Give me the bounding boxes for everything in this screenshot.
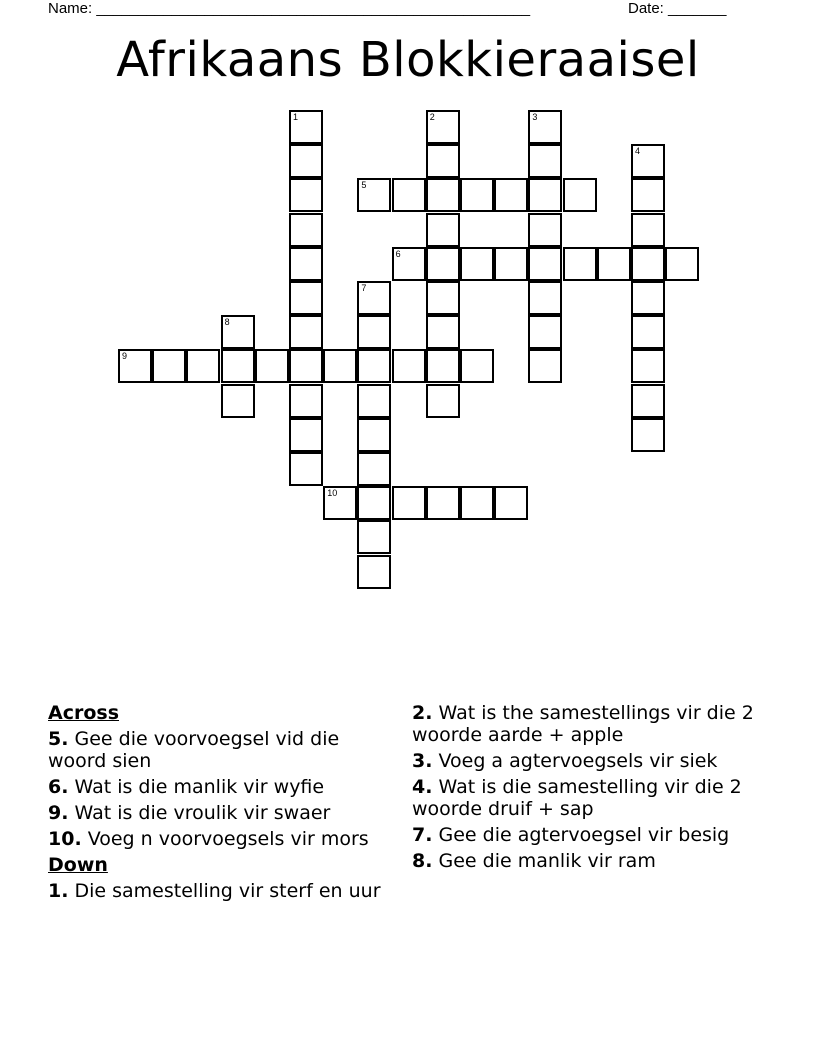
grid-cell[interactable] — [357, 349, 391, 383]
grid-cell[interactable] — [426, 178, 460, 212]
clue-text: Wat is die vroulik vir swaer — [68, 802, 331, 824]
cell-number: 9 — [122, 351, 128, 362]
grid-cell[interactable] — [426, 315, 460, 349]
grid-cell[interactable] — [357, 555, 391, 589]
grid-cell[interactable] — [426, 384, 460, 418]
grid-cell[interactable] — [289, 178, 323, 212]
grid-cell[interactable] — [221, 384, 255, 418]
cell-number: 6 — [395, 248, 401, 259]
grid-cell[interactable] — [357, 384, 391, 418]
grid-cell[interactable] — [392, 178, 426, 212]
grid-cell[interactable] — [426, 349, 460, 383]
clue-item — [412, 702, 762, 746]
grid-cell[interactable] — [289, 349, 323, 383]
across-heading: Across — [48, 702, 120, 724]
grid-cell[interactable] — [357, 486, 391, 520]
date-field-line[interactable]: Date: _______ — [628, 0, 727, 17]
name-field-line[interactable]: Name: ____________________________________________________ — [48, 0, 531, 17]
grid-cell[interactable] — [528, 110, 562, 144]
grid-cell[interactable] — [426, 486, 460, 520]
cell-number: 8 — [224, 317, 230, 328]
grid-cell[interactable] — [221, 349, 255, 383]
clue-item — [412, 850, 762, 872]
grid-cell[interactable] — [460, 247, 494, 281]
clue-number: 1. — [48, 880, 69, 902]
grid-cell[interactable] — [631, 178, 665, 212]
clue-number: 4. — [412, 776, 433, 798]
grid-cell[interactable] — [255, 349, 289, 383]
clue-number: 10. — [48, 828, 82, 850]
grid-cell[interactable] — [460, 486, 494, 520]
grid-cell[interactable] — [597, 247, 631, 281]
grid-cell[interactable] — [494, 486, 528, 520]
down-heading: Down — [48, 854, 108, 876]
across-clue-list — [48, 728, 400, 850]
grid-cell[interactable] — [631, 384, 665, 418]
cell-number: 4 — [635, 146, 641, 157]
grid-cell[interactable] — [289, 144, 323, 178]
grid-cell[interactable] — [392, 247, 426, 281]
grid-cell[interactable] — [357, 178, 391, 212]
clue-text: Voeg n voorvoegsels vir mors — [81, 828, 369, 850]
cell-number: 3 — [532, 112, 538, 122]
clue-number: 6. — [48, 776, 69, 798]
cell-number: 10 — [327, 488, 338, 499]
grid-cell[interactable] — [563, 247, 597, 281]
clue-text: Gee die agtervoegsel vir besig — [432, 824, 730, 846]
clue-number: 3. — [412, 750, 433, 772]
clue-number: 7. — [412, 824, 433, 846]
grid-cell[interactable] — [665, 247, 699, 281]
grid-cell[interactable] — [494, 178, 528, 212]
grid-cell[interactable] — [528, 247, 562, 281]
grid-cell[interactable] — [289, 418, 323, 452]
clue-number: 9. — [48, 802, 69, 824]
grid-cell[interactable] — [221, 315, 255, 349]
grid-cell[interactable] — [528, 315, 562, 349]
grid-cell[interactable] — [392, 349, 426, 383]
cell-number: 5 — [361, 180, 367, 191]
clue-text: Wat is die samestelling vir die 2 woorde druif + sap — [412, 776, 742, 820]
clue-text: Gee die manlik vir ram — [432, 850, 656, 872]
grid-cell[interactable] — [460, 349, 494, 383]
clue-number: 5. — [48, 728, 69, 750]
clues-column-left — [48, 702, 400, 906]
grid-cell[interactable] — [563, 178, 597, 212]
clue-number: 2. — [412, 702, 433, 724]
grid-cell[interactable] — [426, 213, 460, 247]
grid-cell[interactable] — [357, 418, 391, 452]
grid-cell[interactable] — [289, 281, 323, 315]
grid-cell[interactable] — [631, 315, 665, 349]
clue-item — [412, 824, 762, 846]
clue-item — [412, 776, 762, 820]
down-clue-list — [48, 880, 400, 902]
grid-cell[interactable] — [426, 247, 460, 281]
cell-number: 2 — [429, 112, 435, 122]
clue-text: Die samestelling vir sterf en uur — [68, 880, 381, 902]
grid-cell[interactable] — [528, 144, 562, 178]
cell-number: 1 — [293, 112, 299, 122]
grid-cell[interactable] — [289, 247, 323, 281]
grid-cell[interactable] — [118, 349, 152, 383]
grid-cell[interactable] — [289, 384, 323, 418]
clue-text: Wat is the samestellings vir die 2 woorde aarde + apple — [412, 702, 754, 746]
grid-cell[interactable] — [528, 213, 562, 247]
clue-text: Voeg a agtervoegsels vir siek — [432, 750, 718, 772]
clue-item — [48, 802, 400, 824]
grid-cell[interactable] — [289, 315, 323, 349]
grid-cell[interactable] — [357, 520, 391, 554]
grid-cell[interactable] — [426, 281, 460, 315]
grid-cell[interactable] — [426, 110, 460, 144]
grid-cell[interactable] — [528, 178, 562, 212]
grid-cell[interactable] — [426, 144, 460, 178]
grid-cell[interactable] — [323, 349, 357, 383]
clue-text: Wat is die manlik vir wyfie — [68, 776, 325, 798]
cell-number: 7 — [361, 283, 367, 293]
clue-number: 8. — [412, 850, 433, 872]
grid-cell[interactable] — [631, 418, 665, 452]
grid-cell[interactable] — [289, 213, 323, 247]
grid-cell[interactable] — [528, 281, 562, 315]
grid-cell[interactable] — [460, 178, 494, 212]
clue-item — [48, 828, 400, 850]
grid-cell[interactable] — [631, 213, 665, 247]
grid-cell[interactable] — [357, 452, 391, 486]
grid-cell[interactable] — [357, 315, 391, 349]
grid-cell[interactable] — [631, 247, 665, 281]
grid-cell[interactable] — [357, 281, 391, 315]
clue-item — [48, 776, 400, 798]
grid-cell[interactable] — [289, 452, 323, 486]
clue-item — [48, 728, 400, 772]
clue-item — [48, 880, 400, 902]
grid-cell[interactable] — [494, 247, 528, 281]
down-clue-list-continued — [412, 702, 762, 872]
grid-cell[interactable] — [289, 110, 323, 144]
grid-cell[interactable] — [528, 349, 562, 383]
clue-item — [412, 750, 762, 772]
grid-cell[interactable] — [392, 486, 426, 520]
clues-column-right — [412, 702, 762, 876]
grid-cell[interactable] — [186, 349, 220, 383]
grid-cell[interactable] — [152, 349, 186, 383]
grid-cell[interactable] — [631, 144, 665, 178]
page-title: Afrikaans Blokkieraaisel — [116, 32, 700, 88]
grid-cell[interactable] — [323, 486, 357, 520]
grid-cell[interactable] — [631, 281, 665, 315]
grid-cell[interactable] — [631, 349, 665, 383]
clue-text: Gee die voorvoegsel vid die woord sien — [48, 728, 340, 772]
